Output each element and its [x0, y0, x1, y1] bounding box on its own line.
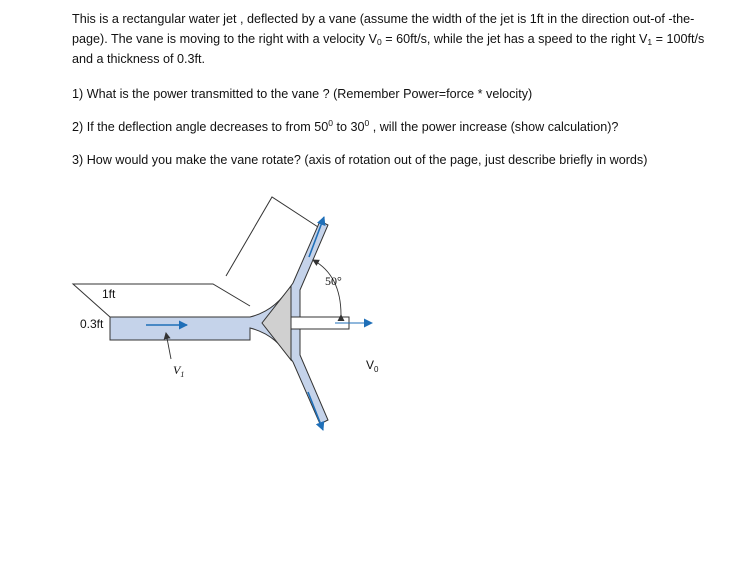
vane	[262, 286, 291, 360]
question-3: 3) How would you make the vane rotate? (axis of rotation out of the page, just describe briefly in words)	[72, 153, 648, 167]
jet-velocity-label: $V_1$	[173, 363, 185, 379]
angle-label: 50°	[325, 274, 342, 288]
question-2: 2) If the deflection angle decreases to from $50^0$ to $30^0$ , will the power increase (show calculation)?	[72, 118, 619, 134]
jet-top-face-outline	[73, 284, 250, 317]
question-1: 1) What is the power transmitted to the vane ? (Remember Power=force * velocity)	[72, 87, 533, 101]
thickness-label: 0.3ft	[80, 317, 104, 331]
width-label: 1ft	[102, 287, 116, 301]
problem-intro: This is a rectangular water jet , deflected by a vane (assume the width of the jet is 1ft in the direction out-of -the-page). The vane is moving to the right with a velocity $V_0 = 60ft/s$, while the jet has a speed to the right $V_1 = 100ft/s$ and a thickness of 0.3ft.	[72, 12, 705, 66]
vane-velocity-label: $V_0$	[366, 358, 379, 374]
